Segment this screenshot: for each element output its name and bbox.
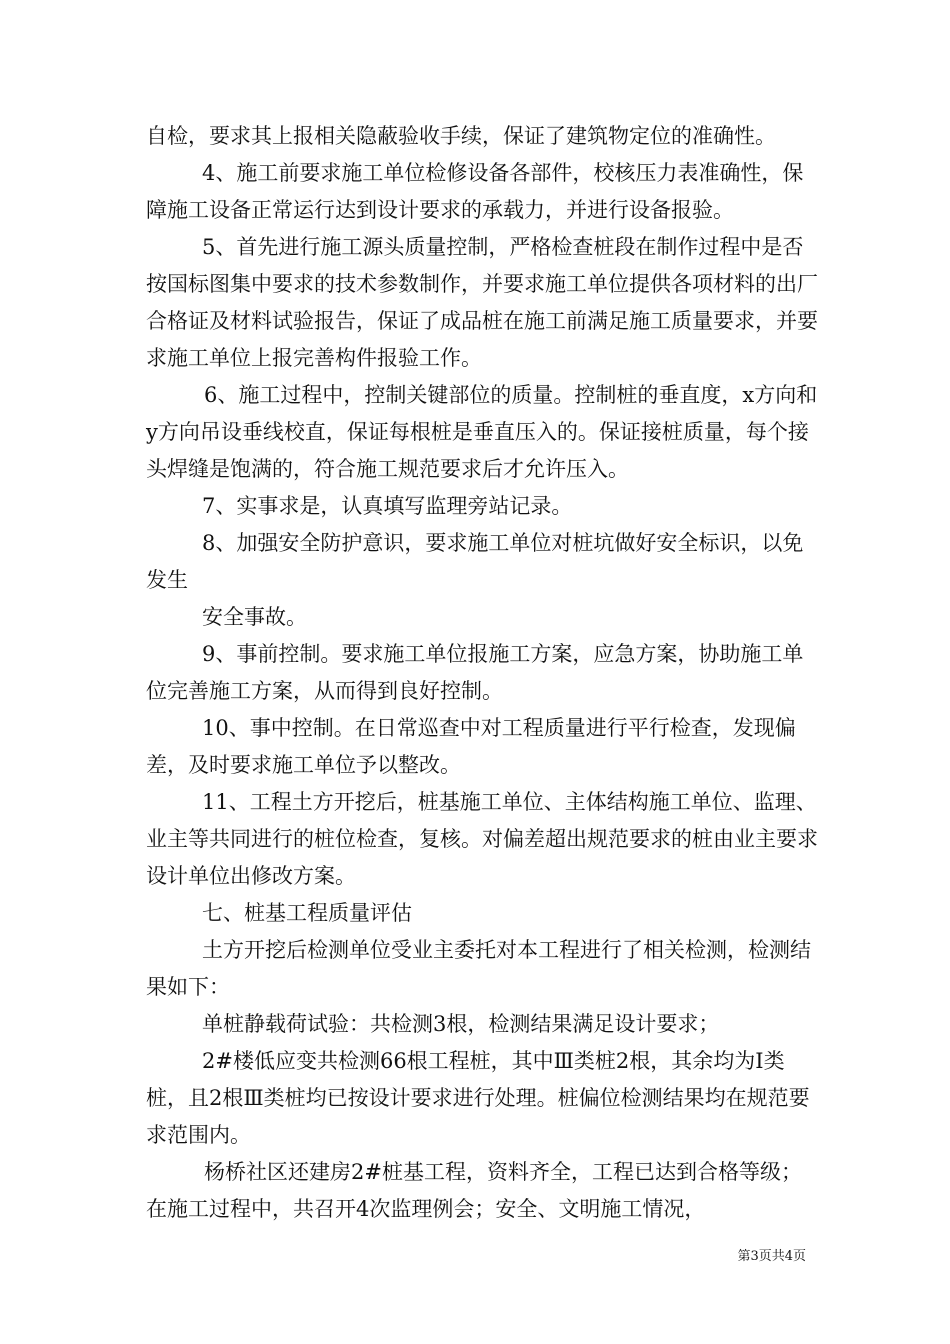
paragraph: 9、事前控制。要求施工单位报施工方案，应急方案，协助施工单位完善施工方案，从而得到良好控制。 [146, 642, 804, 703]
paragraph: 4、施工前要求施工单位检修设备各部件，校核压力表准确性，保障施工设备正常运行达到设计要求的承载力，并进行设备报验。 [146, 161, 804, 222]
paragraph: 10、事中控制。在日常巡查中对工程质量进行平行检查，发现偏差，及时要求施工单位予以整改。 [146, 716, 796, 777]
paragraph: 5、首先进行施工源头质量控制，严格检查桩段在制作过程中是否按国标图集中要求的技术参数制作，并要求施工单位提供各项材料的出厂合格证及材料试验报告，保证了成品桩在施工前满足施工质量要求，并要求施工单位上报完善构件报验工作。 [146, 235, 818, 370]
paragraph: 8、加强安全防护意识，要求施工单位对桩坑做好安全标识，以免发生 [146, 531, 804, 592]
paragraph: 单桩静载荷试验：共检测3根，检测结果满足设计要求； [202, 1012, 720, 1036]
paragraph: 安全事故。 [202, 605, 307, 629]
paragraph: 11、工程土方开挖后，桩基施工单位、主体结构施工单位、监理、业主等共同进行的桩位检查，复核。对偏差超出规范要求的桩由业主要求设计单位出修改方案。 [146, 790, 818, 888]
page-indicator: 第3页共4页 [737, 1249, 806, 1264]
paragraph: 自检，要求其上报相关隐蔽验收手续，保证了建筑物定位的准确性。 [146, 124, 776, 148]
paragraph: 杨桥社区还建房2#桩基工程，资料齐全，工程已达到合格等级；在施工过程中，共召开4次监理例会；安全、文明施工情况， [146, 1160, 802, 1221]
paragraph: 7、实事求是，认真填写监理旁站记录。 [202, 494, 573, 518]
section-heading: 七、桩基工程质量评估 [202, 901, 412, 925]
paragraph: 土方开挖后检测单位受业主委托对本工程进行了相关检测，检测结果如下： [146, 938, 811, 999]
paragraph: 2#楼低应变共检测66根工程桩，其中Ⅲ类桩2根，其余均为Ⅰ类桩，且2根Ⅲ类桩均已按设计要求进行处理。桩偏位检测结果均在规范要求范围内。 [146, 1049, 810, 1147]
document-body [146, 118, 822, 1228]
paragraph: 6、施工过程中，控制关键部位的质量。控制桩的垂直度，x方向和y方向吊设垂线校直，保证每根桩是垂直压入的。保证接桩质量，每个接头焊缝是饱满的，符合施工规范要求后才允许压入。 [146, 383, 818, 481]
